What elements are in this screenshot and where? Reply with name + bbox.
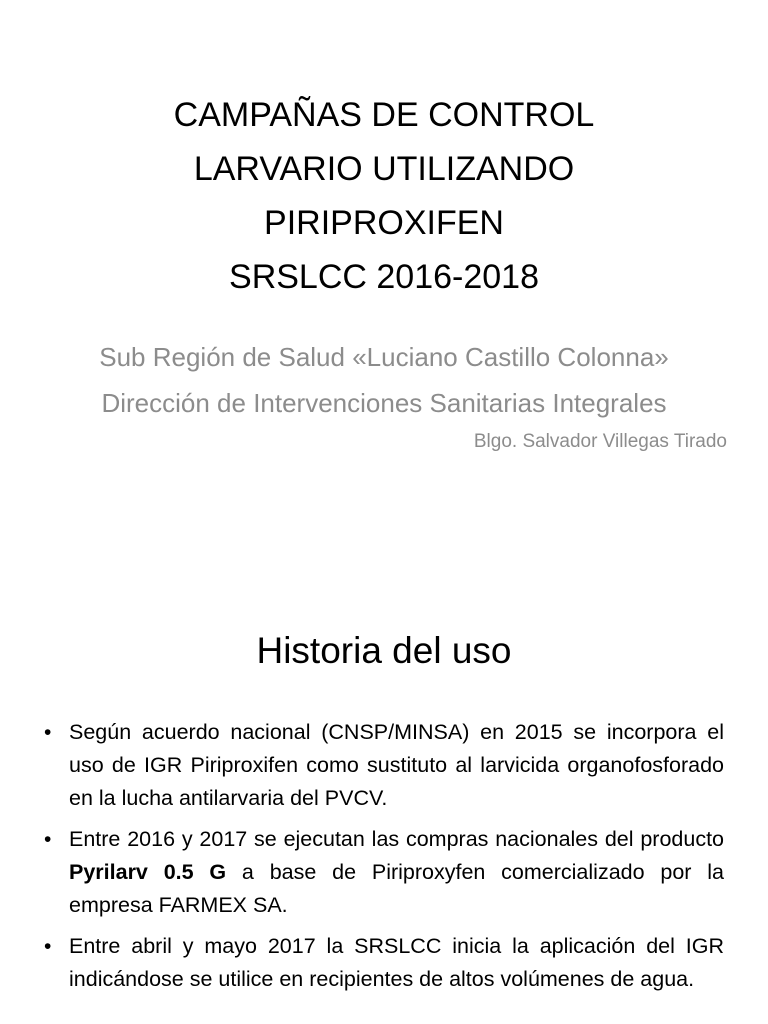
- list-item: [44, 823, 724, 922]
- bullet-icon: •: [44, 721, 52, 744]
- content-slide: [0, 576, 768, 1024]
- title-line-1: CAMPAÑAS DE CONTROL: [173, 96, 595, 134]
- title-line-3: PIRIPROXIFEN: [264, 204, 504, 242]
- subtitle-line-1: Sub Región de Salud «Luciano Castillo Colonna»: [99, 342, 669, 372]
- bullet-text: [69, 823, 724, 922]
- title-line-4: SRSLCC 2016-2018: [229, 258, 539, 296]
- product-name: Pyrilarv 0.5 G: [69, 860, 227, 884]
- bullet-text: Según acuerdo nacional (CNSP/MINSA) en 2015 se incorpora el uso de IGR Piriproxifen como sustituto al larvicida organofosforado en la lucha antilarvaria del PVCV.: [69, 720, 724, 810]
- bullet-text-before: Entre 2016 y 2017 se ejecutan las compras nacionales del producto: [69, 827, 724, 851]
- author-name: Blgo. Salvador Villegas Tirado: [473, 431, 727, 452]
- bullet-icon: •: [44, 828, 52, 851]
- subtitle-line-2: Dirección de Intervenciones Sanitarias Integrales: [101, 388, 667, 418]
- slide-heading: Historia del uso: [256, 630, 512, 671]
- slide-subtitle: [0, 334, 768, 426]
- title-line-2: LARVARIO UTILIZANDO: [193, 150, 575, 188]
- slide-title: [0, 88, 768, 304]
- bullet-text-after: a base de Piriproxyfen comercializado por la empresa FARMEX SA.: [69, 860, 724, 917]
- bullet-icon: •: [44, 935, 52, 958]
- bullet-text: Entre abril y mayo 2017 la SRSLCC inicia la aplicación del IGR indicándose se utilice en recipientes de altos volúmenes de agua.: [69, 934, 724, 991]
- bullet-list: [44, 716, 724, 1004]
- list-item: [44, 930, 724, 996]
- list-item: [44, 716, 724, 815]
